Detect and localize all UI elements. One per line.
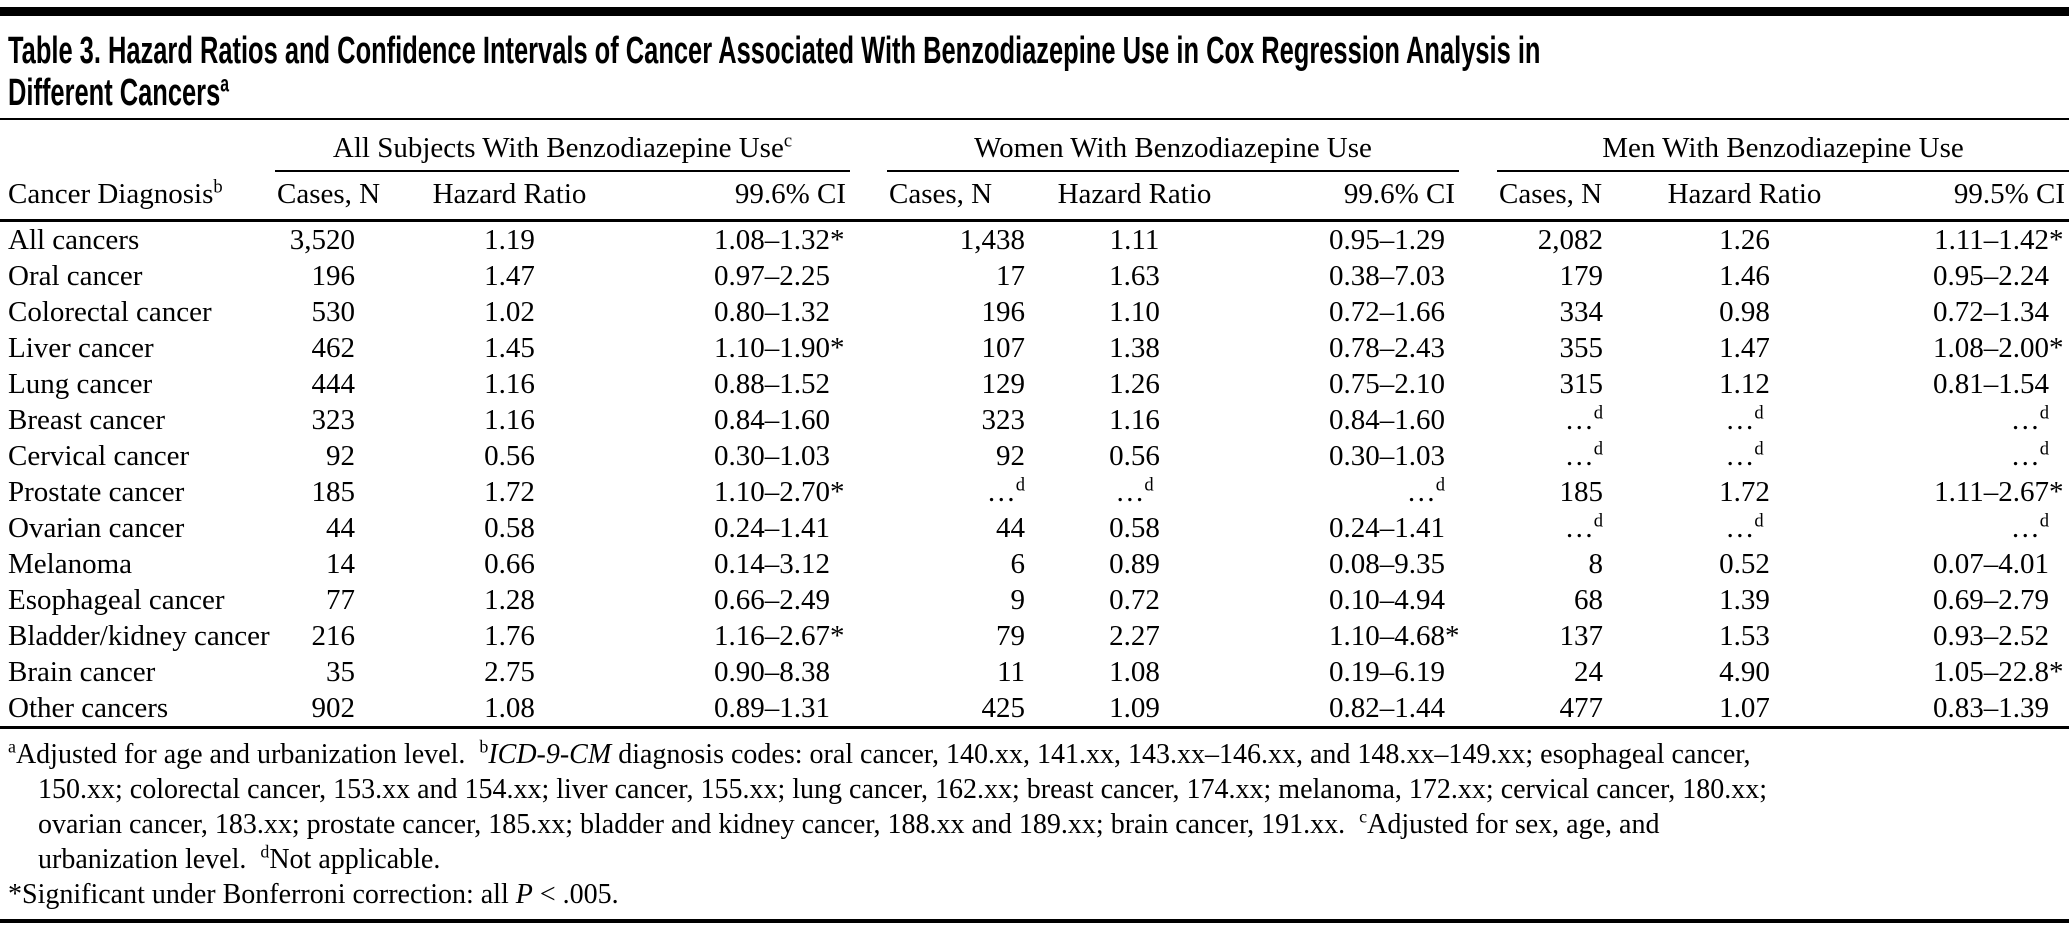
cases-cell: 185 <box>1559 476 1604 508</box>
hazard-ratio-cell: 1.02 <box>484 296 535 328</box>
hazard-ratio-cell: 0.52 <box>1719 548 1770 580</box>
column-gap <box>850 690 887 728</box>
table-row <box>0 402 2069 438</box>
column-gap <box>1459 474 1497 510</box>
hazard-ratio-cell: 1.26 <box>1109 368 1160 400</box>
footnote-line: *Significant under Bonferroni correction: all P < .005. <box>8 879 619 910</box>
ci-cell: 0.93–2.52 <box>1933 620 2050 652</box>
table-row <box>0 618 2069 654</box>
ci-cell: 0.30–1.03 <box>714 440 831 472</box>
cases-cell: 477 <box>1497 690 1637 728</box>
column-gap <box>1459 654 1497 690</box>
hazard-ratio-cell: 1.46 <box>1719 260 1770 292</box>
column-gap <box>850 330 887 366</box>
cases-cell: 323 <box>311 404 355 436</box>
diagnosis-cell: Breast cancer <box>8 404 165 436</box>
table-row <box>0 546 2069 582</box>
ci-cell: 1.05–22.8* <box>1933 656 2064 688</box>
cases-cell: …$^d$ <box>986 474 1026 508</box>
ci-cell: 0.72–1.34 <box>1933 296 2050 328</box>
column-gap <box>1459 582 1497 618</box>
hazard-ratio-column-header: Hazard Ratio <box>1637 171 1852 221</box>
ci-cell: 0.72–1.66 <box>1329 296 1446 328</box>
ci-cell: 0.83–1.39 <box>1852 690 2069 728</box>
cases-cell: 315 <box>1559 368 1604 400</box>
hazard-ratio-cell: 1.76 <box>484 620 535 652</box>
group-header-women: Women With Benzodiazepine Use <box>887 124 1459 171</box>
hazard-ratio-cell: 1.09 <box>1027 690 1242 728</box>
hazard-ratio-cell: 1.63 <box>1109 260 1160 292</box>
column-gap <box>850 654 887 690</box>
hazard-ratio-cell: 1.72 <box>1719 476 1770 508</box>
column-gap <box>1459 330 1497 366</box>
diagnosis-cell: Bladder/kidney cancer <box>8 620 270 652</box>
hazard-ratio-cell: 4.90 <box>1719 656 1770 688</box>
column-gap <box>850 294 887 330</box>
hazard-ratio-cell: 0.72 <box>1109 584 1160 616</box>
table-body <box>0 221 2069 728</box>
table-row <box>0 294 2069 330</box>
hazard-ratio-cell: 1.39 <box>1719 584 1770 616</box>
hazard-ratio-cell: 1.19 <box>484 224 535 256</box>
column-gap <box>1459 546 1497 582</box>
ci-cell: 1.16–2.67* <box>714 620 845 652</box>
hazard-ratio-cell: 1.07 <box>1637 690 1852 728</box>
table-row <box>0 258 2069 294</box>
table-row <box>0 582 2069 618</box>
cases-cell: 425 <box>887 690 1027 728</box>
cases-cell: 334 <box>1559 296 1604 328</box>
column-header-row <box>0 171 2069 221</box>
column-gap <box>1459 366 1497 402</box>
cases-cell: 8 <box>1588 548 1604 580</box>
column-gap <box>850 124 887 171</box>
cases-column-header: Cases, N <box>275 171 397 221</box>
table-row <box>0 438 2069 474</box>
hazard-ratio-cell: 0.89 <box>1109 548 1160 580</box>
diagnosis-cell: Cervical cancer <box>8 440 190 472</box>
table-row <box>0 510 2069 546</box>
cases-column-header: Cases, N <box>887 171 1027 221</box>
ci-cell: 0.84–1.60 <box>714 404 831 436</box>
ci-cell: 0.88–1.52 <box>714 368 831 400</box>
hazard-ratio-cell: 1.16 <box>1109 404 1160 436</box>
ci-cell: 0.75–2.10 <box>1329 368 1446 400</box>
cases-cell: 129 <box>981 368 1026 400</box>
cases-cell: 92 <box>996 440 1026 472</box>
diagnosis-cell: Colorectal cancer <box>8 296 212 328</box>
hazard-ratio-cell: 1.10 <box>1109 296 1160 328</box>
hazard-ratio-cell: 1.08 <box>397 690 622 728</box>
hazard-ratio-column-header: Hazard Ratio <box>397 171 622 221</box>
ci-column-header: 99.6% CI <box>622 171 850 221</box>
ci-cell: 0.89–1.31 <box>622 690 850 728</box>
table-row <box>0 221 2069 259</box>
cases-cell: 35 <box>326 656 355 688</box>
hazard-ratio-cell: 1.12 <box>1719 368 1770 400</box>
cases-cell: 17 <box>996 260 1026 292</box>
ci-cell: 1.08–2.00* <box>1933 332 2064 364</box>
diagnosis-cell: Lung cancer <box>8 368 153 400</box>
cases-cell: 902 <box>275 690 397 728</box>
diagnosis-cell: Oral cancer <box>8 260 143 292</box>
ci-cell: 1.10–4.68* <box>1329 620 1460 652</box>
column-gap <box>1459 124 1497 171</box>
column-gap <box>850 402 887 438</box>
column-gap <box>1459 438 1497 474</box>
column-gap <box>850 171 887 221</box>
hazard-ratio-cell: 1.11 <box>1109 224 1160 256</box>
ci-cell: 1.11–2.67* <box>1934 476 2064 508</box>
column-gap <box>1459 258 1497 294</box>
table-row <box>0 690 2069 728</box>
hazard-ratio-cell: …$^d$ <box>1725 402 1764 436</box>
cases-cell: 92 <box>326 440 355 472</box>
ci-cell: 0.82–1.44 <box>1242 690 1459 728</box>
ci-cell: 0.24–1.41 <box>1329 512 1446 544</box>
cases-cell: 323 <box>981 404 1026 436</box>
ci-cell: 0.24–1.41 <box>714 512 831 544</box>
ci-cell: 0.78–2.43 <box>1329 332 1446 364</box>
column-gap <box>1459 294 1497 330</box>
hazard-ratio-cell: 1.72 <box>484 476 535 508</box>
ci-cell: 0.90–8.38 <box>714 656 831 688</box>
diagnosis-cell: Brain cancer <box>8 656 156 688</box>
hazard-ratio-cell: 0.58 <box>484 512 535 544</box>
hazard-ratio-cell: 1.16 <box>484 404 535 436</box>
ci-cell: 0.38–7.03 <box>1329 260 1446 292</box>
hazard-ratio-column-header: Hazard Ratio <box>1027 171 1242 221</box>
empty-corner-cell <box>0 124 275 171</box>
cases-cell: 77 <box>326 584 355 616</box>
ci-cell: 0.95–1.29 <box>1329 224 1446 256</box>
ci-cell: 0.69–2.79 <box>1933 584 2050 616</box>
cases-cell: 444 <box>311 368 355 400</box>
footnotes <box>8 737 2061 912</box>
footnote-line: urbanization level. $^d$Not applicable. <box>38 841 441 875</box>
ci-cell: 0.66–2.49 <box>714 584 831 616</box>
table-row <box>0 474 2069 510</box>
ci-cell: 0.08–9.35 <box>1329 548 1446 580</box>
cases-cell: 9 <box>1010 584 1026 616</box>
cases-cell: 79 <box>996 620 1026 652</box>
column-gap <box>850 546 887 582</box>
ci-cell: …$^d$ <box>1406 474 1446 508</box>
hazard-ratio-table <box>0 124 2069 729</box>
cases-cell: 185 <box>311 476 355 508</box>
title-line-2: Different Cancers$^a$ <box>8 70 230 114</box>
diagnosis-cell: Liver cancer <box>8 332 154 364</box>
cases-cell: 6 <box>1010 548 1026 580</box>
hazard-ratio-cell: 1.16 <box>484 368 535 400</box>
ci-cell: 0.07–4.01 <box>1933 548 2050 580</box>
ci-cell: 0.10–4.94 <box>1329 584 1446 616</box>
column-gap <box>850 510 887 546</box>
diagnosis-cell: Other cancers <box>0 690 275 728</box>
ci-cell: 0.84–1.60 <box>1329 404 1446 436</box>
table-title <box>8 30 2069 116</box>
ci-cell: 0.19–6.19 <box>1329 656 1446 688</box>
cases-cell: 107 <box>981 332 1026 364</box>
ci-column-header: 99.5% CI <box>1852 171 2069 221</box>
table-row <box>0 366 2069 402</box>
hazard-ratio-cell: 1.08 <box>1109 656 1160 688</box>
column-gap <box>1459 690 1497 728</box>
hazard-ratio-cell: 0.98 <box>1719 296 1770 328</box>
hazard-ratio-cell: 1.47 <box>1719 332 1770 364</box>
title-line-1: Table 3. Hazard Ratios and Confidence Intervals of Cancer Associated With Benzodiazepine Use in Cox Regression Analysis in <box>8 30 1541 72</box>
ci-cell: 1.10–1.90* <box>714 332 845 364</box>
ci-cell: 0.30–1.03 <box>1329 440 1446 472</box>
hazard-ratio-cell: 0.56 <box>1109 440 1160 472</box>
hazard-ratio-cell: 1.38 <box>1109 332 1160 364</box>
cases-cell: 179 <box>1559 260 1604 292</box>
ci-cell: …$^d$ <box>2010 402 2050 436</box>
hazard-ratio-cell: 1.26 <box>1719 224 1770 256</box>
column-gap <box>850 438 887 474</box>
ci-cell: 0.97–2.25 <box>714 260 831 292</box>
diagnosis-cell: Ovarian cancer <box>8 512 185 544</box>
ci-cell: …$^d$ <box>2010 438 2050 472</box>
bottom-rule <box>0 919 2069 923</box>
cases-cell: 68 <box>1574 584 1604 616</box>
cases-cell: 3,520 <box>289 224 355 256</box>
hazard-ratio-cell: 0.58 <box>1109 512 1160 544</box>
cases-cell: 14 <box>326 548 355 580</box>
top-rule <box>0 7 2069 16</box>
hazard-ratio-cell: …$^d$ <box>1115 474 1154 508</box>
column-gap <box>850 618 887 654</box>
hazard-ratio-cell: 0.56 <box>484 440 535 472</box>
group-header-men: Men With Benzodiazepine Use <box>1497 124 2069 171</box>
cases-cell: 1,438 <box>959 224 1026 256</box>
cases-cell: 196 <box>311 260 355 292</box>
group-header-all-subjects: All Subjects With Benzodiazepine Use$^c$ <box>275 124 850 171</box>
footnote-line: 150.xx; colorectal cancer, 153.xx and 154.xx; liver cancer, 155.xx; lung cancer, 162.xx; breast cancer, 174.xx; melanoma, 172.xx; cervical cancer, 180.xx; <box>38 774 1767 805</box>
hazard-ratio-cell: 1.53 <box>1719 620 1770 652</box>
hazard-ratio-cell: 2.27 <box>1109 620 1160 652</box>
hazard-ratio-cell: 1.47 <box>484 260 535 292</box>
hazard-ratio-cell: …$^d$ <box>1725 510 1764 544</box>
diagnosis-cell: All cancers <box>8 224 140 256</box>
hazard-ratio-cell: 1.45 <box>484 332 535 364</box>
ci-cell: 0.80–1.32 <box>714 296 831 328</box>
cases-cell: …$^d$ <box>1564 510 1604 544</box>
diagnosis-cell: Esophageal cancer <box>8 584 225 616</box>
diagnosis-cell: Prostate cancer <box>8 476 185 508</box>
title-rule <box>0 118 2069 120</box>
title-footnote-mark: a <box>220 70 230 97</box>
column-gap <box>850 366 887 402</box>
column-gap <box>1459 618 1497 654</box>
cases-cell: 196 <box>981 296 1026 328</box>
cases-cell: 355 <box>1559 332 1604 364</box>
cases-cell: 216 <box>311 620 355 652</box>
column-gap <box>850 474 887 510</box>
cases-cell: 2,082 <box>1537 224 1604 256</box>
ci-cell: …$^d$ <box>2010 510 2050 544</box>
diagnosis-cell: Melanoma <box>8 548 133 580</box>
diagnosis-column-header: Cancer Diagnosis$^b$ <box>0 171 275 221</box>
hazard-ratio-cell: …$^d$ <box>1725 438 1764 472</box>
ci-cell: 0.95–2.24 <box>1933 260 2050 292</box>
cases-cell: 137 <box>1559 620 1604 652</box>
ci-cell: 1.11–1.42* <box>1934 224 2064 256</box>
cases-cell: 44 <box>996 512 1026 544</box>
cases-cell: 44 <box>326 512 355 544</box>
column-gap <box>850 582 887 618</box>
group-header-row <box>0 124 2069 171</box>
column-gap <box>850 258 887 294</box>
cases-cell: 462 <box>311 332 355 364</box>
table-row <box>0 654 2069 690</box>
column-gap <box>1459 402 1497 438</box>
hazard-ratio-cell: 0.66 <box>484 548 535 580</box>
ci-cell: 1.10–2.70* <box>714 476 845 508</box>
footnote-line: ovarian cancer, 183.xx; prostate cancer, 185.xx; bladder and kidney cancer, 188.xx and 189.xx; brain cancer, 191.xx. $^c$Adjusted for sex, age, and <box>38 806 1660 840</box>
cases-cell: …$^d$ <box>1564 402 1604 436</box>
column-gap <box>850 221 887 259</box>
cases-cell: 24 <box>1574 656 1604 688</box>
ci-cell: 1.08–1.32* <box>714 224 845 256</box>
cases-cell: 11 <box>997 656 1026 688</box>
cases-cell: 530 <box>311 296 355 328</box>
hazard-ratio-cell: 1.28 <box>484 584 535 616</box>
cases-cell: …$^d$ <box>1564 438 1604 472</box>
ci-column-header: 99.6% CI <box>1242 171 1459 221</box>
cases-column-header: Cases, N <box>1497 171 1637 221</box>
ci-cell: 0.14–3.12 <box>714 548 831 580</box>
table-row <box>0 330 2069 366</box>
footnote-line: $^a$Adjusted for age and urbanization level. $^b$ICD-9-CM diagnosis codes: oral cancer, 140.xx, 141.xx, 143.xx–146.xx, and 148.xx–149.xx; esophageal cancer, <box>8 736 1751 770</box>
column-gap <box>1459 510 1497 546</box>
ci-cell: 0.81–1.54 <box>1933 368 2050 400</box>
column-gap <box>1459 221 1497 259</box>
table-header <box>0 124 2069 221</box>
column-gap <box>1459 171 1497 221</box>
hazard-ratio-cell: 2.75 <box>484 656 535 688</box>
